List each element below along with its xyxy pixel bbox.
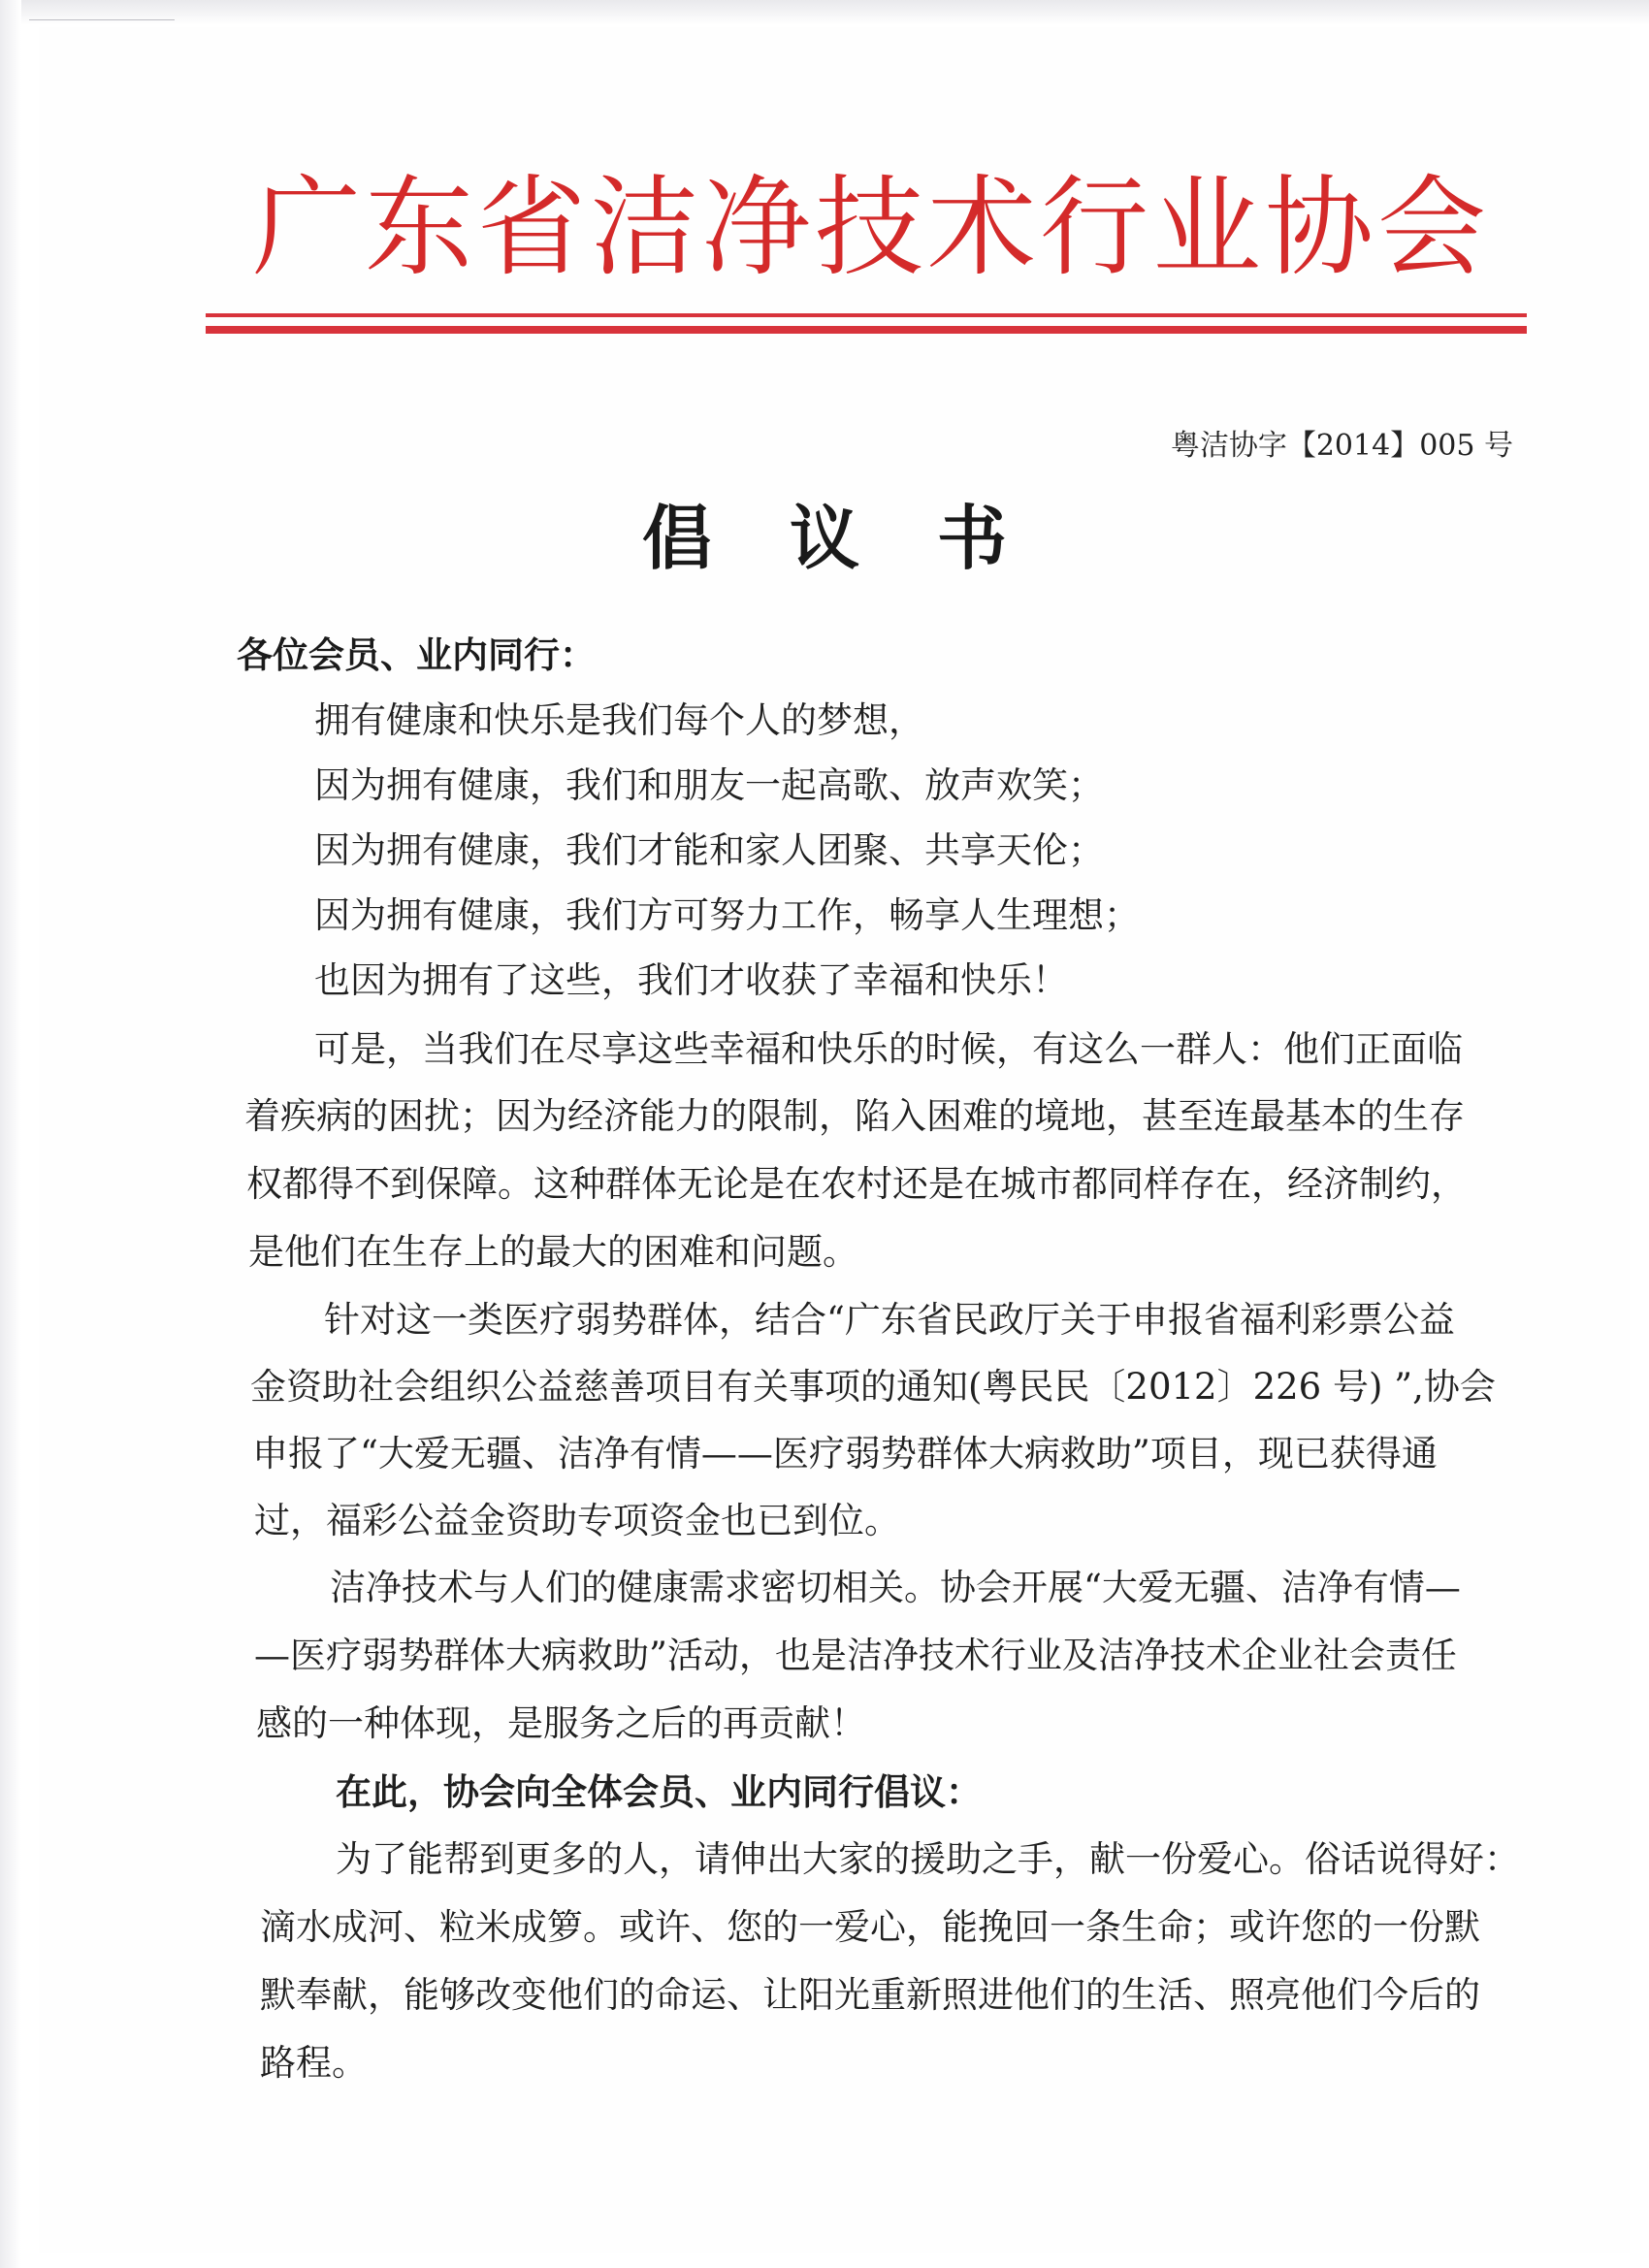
body-line: 因为拥有健康，我们方可努力工作，畅享人生理想； — [314, 894, 1140, 936]
body-line: 默奉献，能够改变他们的命运、让阳光重新照进他们的生活、照亮他们今后的 — [260, 1974, 1480, 2016]
body-line: 过，福彩公益金资助专项资金也已到位。 — [254, 1500, 900, 1541]
call-to-action-heading: 在此，协会向全体会员、业内同行倡议： — [336, 1770, 982, 1813]
body-line: 着疾病的困扰；因为经济能力的限制，陷入困难的境地，甚至连最基本的生存 — [244, 1095, 1465, 1137]
body-line: 感的一种体现，是服务之后的再贡献！ — [256, 1702, 866, 1744]
scan-edge-top — [0, 0, 1649, 25]
body-line: 拥有健康和快乐是我们每个人的梦想， — [314, 699, 924, 741]
body-line: 因为拥有健康，我们和朋友一起高歌、放声欢笑； — [314, 764, 1104, 806]
body-line: —医疗弱势群体大病救助”活动，也是洁净技术行业及洁净技术企业社会责任 — [254, 1635, 1457, 1676]
document-title: 倡议书 — [641, 497, 1084, 579]
body-line: 可是，当我们在尽享这些幸福和快乐的时候，有这么一群人：他们正面临 — [314, 1028, 1463, 1070]
letterhead-rule-thin — [206, 313, 1527, 317]
body-line: 洁净技术与人们的健康需求密切相关。协会开展“大爱无疆、洁净有情— — [330, 1567, 1461, 1608]
body-line: 滴水成河、粒米成箩。或许、您的一爱心，能挽回一条生命；或许您的一份默 — [260, 1906, 1480, 1948]
body-line: 因为拥有健康，我们才能和家人团聚、共享天伦； — [314, 829, 1104, 871]
body-line: 权都得不到保障。这种群体无论是在农村还是在城市都同样存在，经济制约， — [246, 1163, 1467, 1205]
body-line: 金资助社会组织公益慈善项目有关事项的通知(粤民民〔2012〕226 号) ”,协会 — [250, 1366, 1496, 1408]
body-line: 针对这一类医疗弱势群体，结合“广东省民政厅关于申报省福利彩票公益 — [324, 1299, 1455, 1341]
body-line: 是他们在生存上的最大的困难和问题。 — [248, 1231, 858, 1273]
salutation: 各位会员、业内同行： — [237, 633, 596, 676]
scan-edge-left — [0, 0, 21, 2268]
body-line: 为了能帮到更多的人，请伸出大家的援助之手，献一份爱心。俗话说得好： — [336, 1838, 1520, 1880]
body-line: 路程。 — [260, 2042, 368, 2084]
body-line: 也因为拥有了这些，我们才收获了幸福和快乐！ — [314, 959, 1068, 1001]
body-line: 申报了“大爱无疆、洁净有情——医疗弱势群体大病救助”项目，现已获得通 — [252, 1433, 1438, 1474]
letterhead-rule-thick — [206, 326, 1527, 334]
scan-artifact-line — [29, 19, 175, 20]
document-number: 粤洁协字【2014】005 号 — [1170, 429, 1513, 463]
letterhead-org-name: 广东省洁净技术行业协会 — [252, 165, 1490, 291]
